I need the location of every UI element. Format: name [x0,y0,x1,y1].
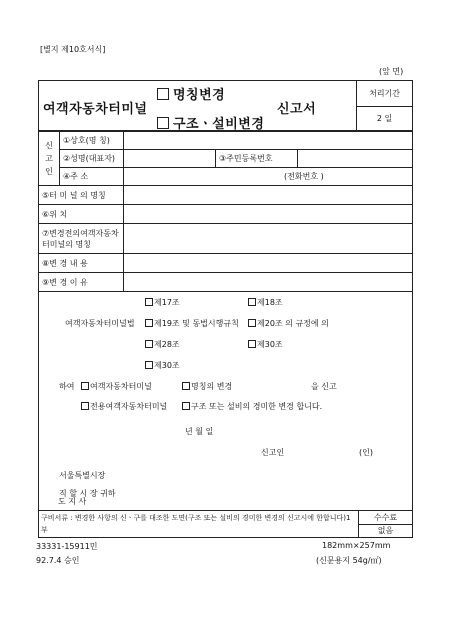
checkbox-art30a[interactable] [248,340,256,348]
form-label: [별지 제10호서식] [40,45,106,54]
title-main: 여객자동차터미널 [43,102,148,117]
option-structure: 구조 또는 설비의 경미한 변경 합니다. [182,401,322,412]
title-option-name-change: 명칭변경 [157,84,225,103]
main-form-table [38,131,413,511]
title-option-structure: 구조ㆍ설비변경 [157,113,264,132]
option-art30b: 제30조 [145,360,180,371]
checkbox-terminal[interactable] [81,382,89,390]
name-label: ②성명(대표자) [60,150,124,168]
change-reason-field[interactable] [124,273,413,292]
checkbox-art30b[interactable] [145,361,153,369]
terminal-name-label: ⑤터 미 널 의 명칭 [39,186,124,205]
hayeo-text: 하여 [59,382,75,391]
location-label: ⑥위 치 [39,205,124,224]
checkbox-structure-change[interactable] [157,117,169,129]
processing-period-label: 처리기간 [357,81,412,107]
prev-name-label: ⑦변경전의여객자동차터미널의 명칭 [39,224,124,254]
change-content-field[interactable] [124,254,413,273]
footer-table [38,510,413,538]
name-field[interactable] [124,150,216,168]
approval-date: 92.7.4 승인 [36,556,80,565]
title-suffix: 신고서 [277,102,317,117]
recipient-city: 직 할 시 장 귀하 [59,489,116,498]
change-reason-label: ⑨변 경 이 유 [39,273,124,292]
paper-type: (신문용지 54g/㎡) [316,556,382,565]
terminal-name-field[interactable] [124,186,413,205]
checkbox-art17[interactable] [145,298,153,306]
fee-label: 수수료 [359,511,413,525]
trade-name-field[interactable] [124,132,413,150]
signer-label: 신고인 [261,448,285,457]
date-line: 년 월 일 [185,427,214,436]
applicant-group-label: 신고인 [39,132,60,186]
fee-value: 없음 [359,524,413,538]
option-art19: 제19조 및 동법시행규칙 [145,318,239,329]
checkbox-art20[interactable] [248,319,256,327]
checkbox-name-change[interactable] [157,88,169,100]
paper-size: 182mm×257mm [322,541,391,550]
recipient-province: 도 지 사 [58,497,87,506]
declaration-body [39,292,413,511]
page-side-label: (앞 면) [379,67,404,76]
change-content-label: ⑧변 경 내 용 [39,254,124,273]
option-art20: 제20조 의 규정에 의 [248,318,329,329]
resident-no-label: ③주민등록번호 [216,150,298,168]
option-art30a: 제30조 [248,339,283,350]
seal-label: (인) [359,448,373,457]
resident-no-field[interactable] [298,150,413,168]
option-art17: 제17조 [145,297,180,308]
report-suffix: 을 신고 [311,382,337,391]
phone-label: (전화번호 ) [284,172,324,181]
title-table [38,80,413,131]
recipient-seoul: 서울특별시장 [59,471,106,480]
address-field[interactable] [124,168,413,186]
option-art18: 제18조 [248,297,283,308]
option-dedicated: 전용여객자동차터미널 [81,401,167,412]
trade-name-label: ①상호(명 칭) [60,132,124,150]
form-code: 33331-15911민 [36,542,98,551]
location-field[interactable] [124,205,413,224]
option-name-change: 명칭의 변경 [182,381,232,392]
address-label: ④주 소 [60,168,124,186]
option-art28: 제28조 [145,339,180,350]
checkbox-art28[interactable] [145,340,153,348]
checkbox-art18[interactable] [248,298,256,306]
prev-name-field[interactable] [124,224,413,254]
law-label: 여객자동차터미널법 [65,319,135,328]
checkbox-art19[interactable] [145,319,153,327]
processing-period-value: 2 일 [376,114,393,123]
checkbox-body-name-change[interactable] [182,382,190,390]
checkbox-dedicated[interactable] [81,402,89,410]
required-documents-note: 구비서류 : 변경한 사항의 신ㆍ구를 대조한 도면(구조 또는 설비의 경미한 변경의 신고시에 한합니다)1부 [39,511,359,538]
checkbox-body-structure[interactable] [182,402,190,410]
option-terminal: 여객자동차터미널 [81,381,152,392]
